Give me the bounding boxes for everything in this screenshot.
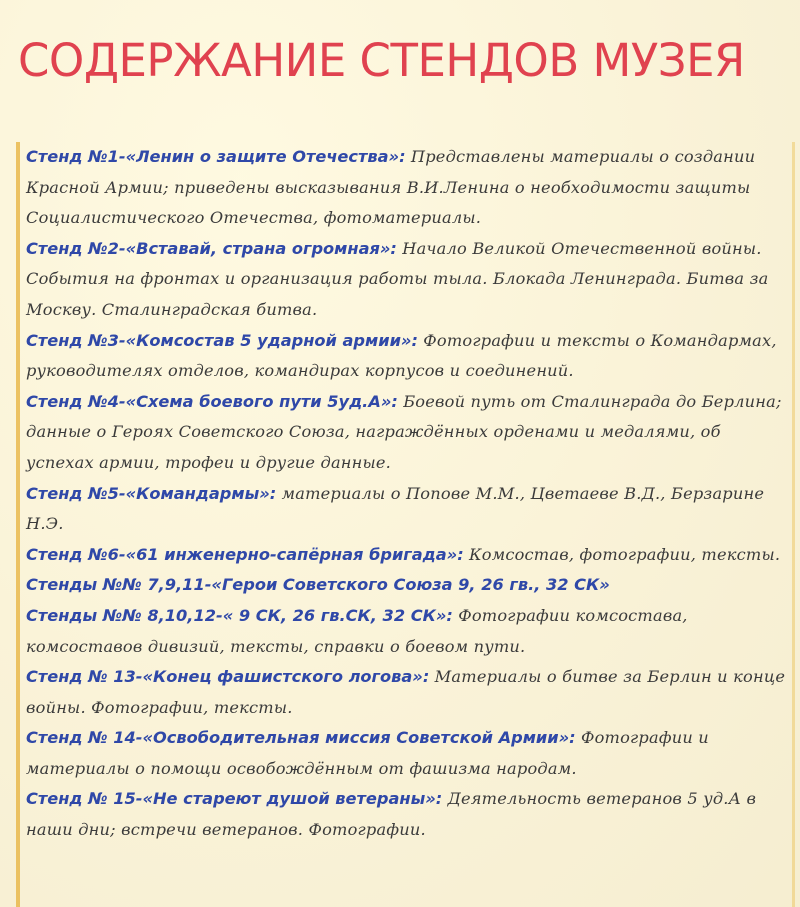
stand-entry-7-9-11	[26, 570, 786, 601]
left-margin-line	[16, 142, 20, 907]
stand-heading: Стенд №5-«Командармы»:	[26, 483, 277, 503]
stand-entry-13	[26, 662, 786, 723]
stand-heading: Стенд № 15-«Не стареют душой ветераны»:	[26, 789, 443, 809]
stand-entry-8-10-12	[26, 601, 786, 662]
stand-description: Фотографии комсостава, комсоставов дивизий, тексты, справки о боевом пути.	[26, 605, 688, 656]
stand-heading: Стенд №2-«Вставай, страна огромная»:	[26, 238, 397, 258]
stand-entry-15	[26, 784, 786, 845]
stand-entry-4	[26, 387, 786, 479]
stand-entry-2	[26, 234, 786, 326]
page-title: СОДЕРЖАНИЕ СТЕНДОВ МУЗЕЯ	[18, 34, 745, 87]
stand-heading: Стенд №4-«Схема боевого пути 5уд.А»:	[26, 391, 398, 411]
stand-entry-3	[26, 326, 786, 387]
stand-entry-5	[26, 479, 786, 540]
stand-heading: Стенд № 13-«Конец фашистского логова»:	[26, 667, 430, 687]
stand-description: Начало Великой Отечественной войны. События на фронтах и организация работы тыла. Блокада Ленинграда. Битва за Москву. Сталинградская битва.	[26, 238, 769, 319]
stand-list	[26, 142, 786, 846]
stand-description: материалы о Попове М.М., Цветаеве В.Д., Берзарине Н.Э.	[26, 483, 765, 534]
stand-description: Деятельность ветеранов 5 уд.А в наши дни; встречи ветеранов. Фотографии.	[26, 789, 757, 840]
right-margin-line	[792, 142, 795, 907]
stand-heading: Стенд № 14-«Освободительная миссия Советской Армии»:	[26, 728, 576, 748]
stand-description: Материалы о битве за Берлин и конце войны. Фотографии, тексты.	[26, 667, 786, 717]
stand-heading: Стенд №3-«Комсостав 5 ударной армии»:	[26, 330, 418, 350]
stand-description: Боевой путь от Сталинграда до Берлина; данные о Героях Советского Союза, награждённых орденами и медалями, об успехах армии, трофеи и другие данные.	[26, 391, 782, 472]
stand-entry-6	[26, 540, 786, 571]
stand-entry-1	[26, 142, 786, 234]
stand-heading: Стенды №№ 8,10,12-« 9 СК, 26 гв.СК, 32 СК»:	[26, 605, 453, 625]
stand-heading: Стенды №№ 7,9,11-«Герои Советского Союза 9, 26 гв., 32 СК»	[26, 575, 610, 595]
stand-description: Представлены материалы о создании Красной Армии; приведены высказывания В.И.Ленина о необходимости защиты Социалистического Отечества, фотоматериалы.	[26, 147, 756, 228]
stand-description: Комсостав, фотографии, тексты.	[469, 544, 781, 564]
stand-entry-14	[26, 723, 786, 784]
stand-heading: Стенд №6-«61 инженерно-сапёрная бригада»:	[26, 544, 464, 564]
stand-description: Фотографии и тексты о Командармах, руководителях отделов, командирах корпусов и соединений.	[26, 330, 777, 381]
stand-description: Фотографии и материалы о помощи освобождённым от фашизма народам.	[26, 728, 709, 778]
stand-heading: Стенд №1-«Ленин о защите Отечества»:	[26, 147, 406, 166]
